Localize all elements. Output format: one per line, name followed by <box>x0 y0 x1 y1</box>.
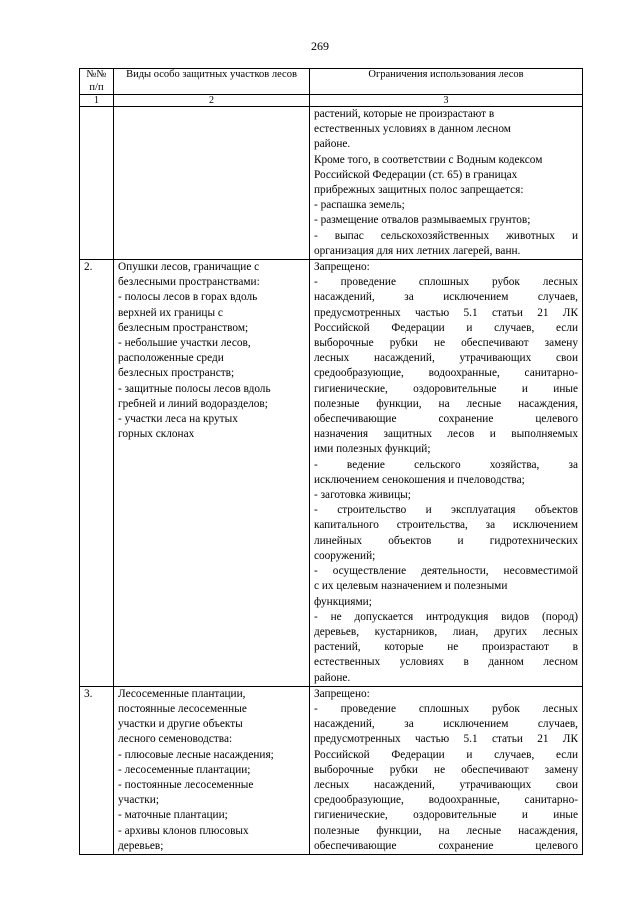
column-number: 3 <box>310 95 583 107</box>
column-number: 2 <box>114 95 310 107</box>
restriction-line: растений, которые не произрастают в <box>314 108 495 120</box>
forest-kind-line: - плюсовые лесные насаждения; <box>118 748 274 761</box>
restriction-line: полезные функции, на лесные насаждения, <box>314 824 578 837</box>
restriction-line: районе. <box>314 138 351 151</box>
forest-kind-line: лесного семеноводства: <box>118 733 233 746</box>
forest-kind-line: Опушки лесов, граничащие с <box>118 261 260 274</box>
restriction-line: - выпас сельскохозяйственных животных и <box>314 229 578 242</box>
restriction-line: Российской Федерации и случаев, если <box>314 748 578 761</box>
forest-kind-line: - маточные плантации; <box>118 809 228 822</box>
restriction-line: Российской Федерации (ст. 65) в границах <box>314 168 518 181</box>
forest-kind-line: Лесосеменные плантации, <box>118 687 246 700</box>
restriction-line: гигиенические, оздоровительные и иные <box>314 809 578 822</box>
restriction-line: - ведение сельского хозяйства, за <box>314 458 578 471</box>
forest-kind-line: постоянные лесосеменные <box>118 702 247 715</box>
restriction-line: - не допускается интродукция видов (пород) <box>314 610 578 623</box>
forest-kind-line: - лесосеменные плантации; <box>118 763 251 776</box>
restriction-line: - строительство и эксплуатация объектов <box>314 504 578 517</box>
restriction-line: исключением сенокошения и пчеловодства; <box>314 473 525 486</box>
row-number <box>80 107 114 260</box>
forest-kind-cell <box>114 107 310 260</box>
forest-kind-line: - участки леса на крутых <box>118 413 238 426</box>
forest-kind-line: безлесным пространством; <box>118 321 249 334</box>
restriction-line: выборочные рубки не обеспечивают замену <box>314 763 578 776</box>
forest-kind-line: горных склонах <box>118 428 195 441</box>
forest-kind-cell <box>114 260 310 687</box>
restriction-line: лесных насаждений, утрачивающих свои <box>314 778 578 791</box>
restriction-line: линейных объектов и гидротехнических <box>314 534 578 547</box>
forest-kind-line: - архивы клонов плюсовых <box>118 824 249 837</box>
restriction-line: обеспечивающие сохранение целевого <box>314 839 578 852</box>
forest-kind-line: - небольшие участки лесов, <box>118 337 251 350</box>
row-number: 2. <box>80 260 114 687</box>
restriction-line: предусмотренных частью 5.1 статьи 21 ЛК <box>314 306 578 319</box>
forest-kind-line: - защитные полосы лесов вдоль <box>118 382 271 395</box>
restriction-line: назначения защитных лесов и выполняемых <box>314 428 578 441</box>
forest-kind-line: участки; <box>118 794 159 807</box>
restriction-line: - проведение сплошных рубок лесных <box>314 702 578 715</box>
restriction-line: естественных условиях в данном лесном <box>314 656 578 669</box>
restriction-line: обеспечивающие сохранение целевого <box>314 413 578 426</box>
restriction-cell <box>310 686 583 854</box>
restriction-cell <box>310 260 583 687</box>
restriction-line: насаждений, за исключением случаев, <box>314 291 578 304</box>
restriction-line: предусмотренных частью 5.1 статьи 21 ЛК <box>314 733 578 746</box>
restriction-line: Российской Федерации и случаев, если <box>314 321 578 334</box>
restriction-line: средообразующие, водоохранные, санитарно- <box>314 367 578 380</box>
restriction-line: гигиенические, оздоровительные и иные <box>314 382 578 395</box>
restriction-line: - размещение отвалов размываемых грунтов; <box>314 214 531 227</box>
restriction-line: полезные функции, на лесные насаждения, <box>314 397 578 410</box>
forest-kind-line: - полосы лесов в горах вдоль <box>118 291 258 304</box>
table-header-row <box>80 69 583 95</box>
forest-kind-line: участки и другие объекты <box>118 718 243 731</box>
restriction-cell <box>310 107 583 260</box>
forest-kind-line: безлесных пространств; <box>118 367 235 380</box>
forest-kind-line: деревьев; <box>118 839 164 852</box>
restriction-line: деревьев, кустарников, лиан, других лесных <box>314 625 578 638</box>
restriction-line: районе. <box>314 671 351 684</box>
restriction-line: функциями; <box>314 595 372 608</box>
table-row <box>80 107 583 260</box>
header-restrictions: Ограничения использования лесов <box>310 69 583 95</box>
header-forest-kinds: Виды особо защитных участков лесов <box>114 69 310 95</box>
forest-kind-cell <box>114 686 310 854</box>
restriction-line: с их целевым назначением и полезными <box>314 580 508 593</box>
forest-kind-line: расположенные среди <box>118 352 224 365</box>
restriction-line: - распашка земель; <box>314 199 405 212</box>
forest-kind-line: безлесными пространствами: <box>118 276 260 289</box>
restriction-line: выборочные рубки не обеспечивают замену <box>314 337 578 350</box>
forest-kind-line: гребней и линий водоразделов; <box>118 397 268 410</box>
restriction-line: - осуществление деятельности, несовместимой <box>314 565 578 578</box>
restriction-line: естественных условиях в данном лесном <box>314 123 511 136</box>
restrictions-table <box>79 68 583 855</box>
restriction-line: средообразующие, водоохранные, санитарно- <box>314 794 578 807</box>
restriction-line: Запрещено: <box>314 261 370 274</box>
column-number-row <box>80 95 583 107</box>
page-number: 269 <box>311 39 329 53</box>
row-number: 3. <box>80 686 114 854</box>
restriction-line: Кроме того, в соответствии с Водным кодексом <box>314 153 543 166</box>
table-row <box>80 686 583 854</box>
restriction-line: сооружений; <box>314 549 376 562</box>
forest-kind-line: верхней их границы с <box>118 306 223 319</box>
table-row <box>80 260 583 687</box>
restriction-line: - проведение сплошных рубок лесных <box>314 276 578 289</box>
restriction-line: капитального строительства, за исключением <box>314 519 578 532</box>
restriction-line: прибрежных защитных полос запрещается: <box>314 184 524 197</box>
header-number: №№ п/п <box>80 69 114 95</box>
restriction-line: организация для них летних лагерей, ванн. <box>314 244 521 257</box>
restriction-line: Запрещено: <box>314 687 370 700</box>
restriction-line: лесных насаждений, утрачивающих свои <box>314 352 578 365</box>
restriction-line: растений, которые не произрастают в <box>314 641 578 654</box>
restriction-line: ими полезных функций; <box>314 443 431 456</box>
column-number: 1 <box>80 95 114 107</box>
forest-kind-line: - постоянные лесосеменные <box>118 778 254 791</box>
restriction-line: насаждений, за исключением случаев, <box>314 718 578 731</box>
restriction-line: - заготовка живицы; <box>314 489 411 502</box>
